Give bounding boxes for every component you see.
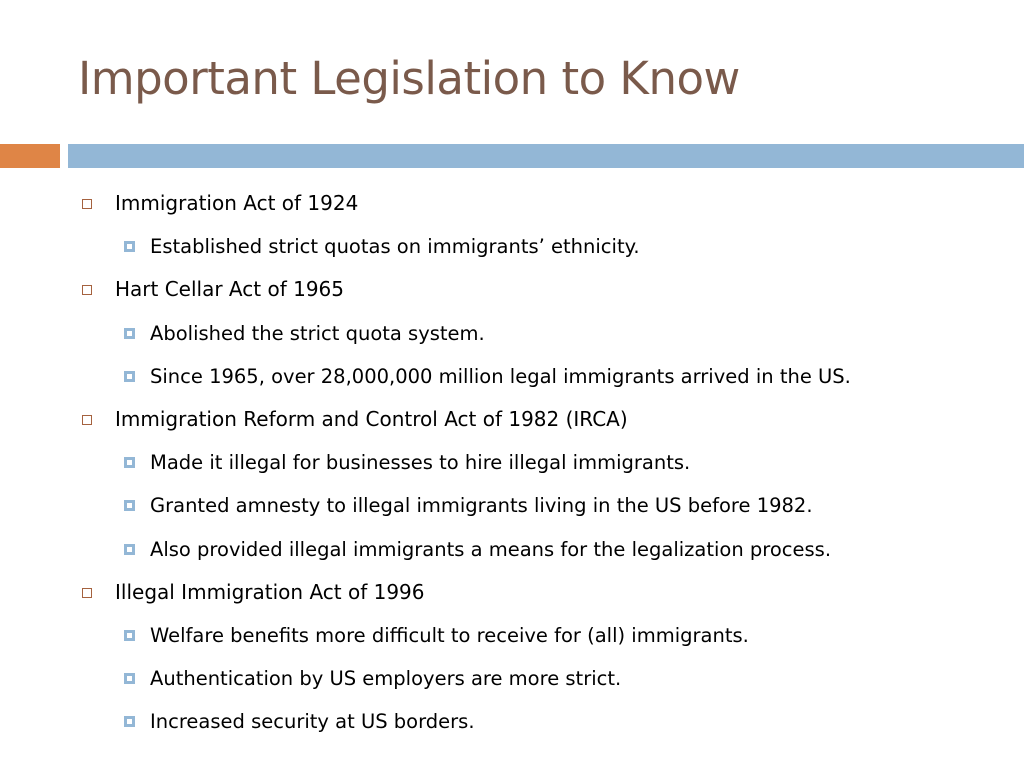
filled-square-bullet-icon	[124, 371, 135, 382]
filled-square-bullet-icon	[124, 630, 135, 641]
sub-bullet-item	[0, 528, 1024, 571]
filled-square-bullet-icon	[124, 457, 135, 468]
bullet-text: Established strict quotas on immigrants’ ethnicity.	[150, 235, 640, 259]
title-accent-bar	[0, 144, 60, 168]
bullet-text: Illegal Immigration Act of 1996	[115, 579, 425, 604]
bullet-text: Welfare benefits more difficult to receive for (all) immigrants.	[150, 623, 749, 647]
bullet-item	[0, 398, 1024, 441]
bullet-text: Also provided illegal immigrants a means for the legalization process.	[150, 537, 832, 561]
sub-bullet-item	[0, 484, 1024, 527]
bullet-list	[0, 182, 1024, 743]
sub-bullet-item	[0, 614, 1024, 657]
filled-square-bullet-icon	[124, 500, 135, 511]
bullet-text: Increased security at US borders.	[150, 710, 475, 734]
bullet-text: Authentication by US employers are more strict.	[150, 667, 622, 691]
bullet-text: Hart Cellar Act of 1965	[115, 277, 344, 302]
bullet-item	[0, 182, 1024, 225]
sub-bullet-item	[0, 312, 1024, 355]
title-divider-bar	[68, 144, 1024, 168]
filled-square-bullet-icon	[124, 328, 135, 339]
filled-square-bullet-icon	[124, 544, 135, 555]
filled-square-bullet-icon	[124, 673, 135, 684]
bullet-text: Abolished the strict quota system.	[150, 321, 485, 345]
slide-title: Important Legislation to Know	[78, 52, 740, 105]
bullet-text: Granted amnesty to illegal immigrants living in the US before 1982.	[150, 494, 813, 518]
hollow-square-bullet-icon	[82, 415, 92, 425]
sub-bullet-item	[0, 355, 1024, 398]
sub-bullet-item	[0, 700, 1024, 743]
bullet-item	[0, 268, 1024, 311]
bullet-text: Since 1965, over 28,000,000 million legal immigrants arrived in the US.	[150, 364, 851, 388]
filled-square-bullet-icon	[124, 241, 135, 252]
bullet-item	[0, 571, 1024, 614]
sub-bullet-item	[0, 441, 1024, 484]
bullet-text: Immigration Reform and Control Act of 1982 (IRCA)	[115, 406, 628, 431]
hollow-square-bullet-icon	[82, 199, 92, 209]
filled-square-bullet-icon	[124, 716, 135, 727]
hollow-square-bullet-icon	[82, 588, 92, 598]
bullet-text: Made it illegal for businesses to hire illegal immigrants.	[150, 451, 691, 475]
hollow-square-bullet-icon	[82, 285, 92, 295]
sub-bullet-item	[0, 225, 1024, 268]
sub-bullet-item	[0, 657, 1024, 700]
bullet-text: Immigration Act of 1924	[115, 191, 359, 215]
